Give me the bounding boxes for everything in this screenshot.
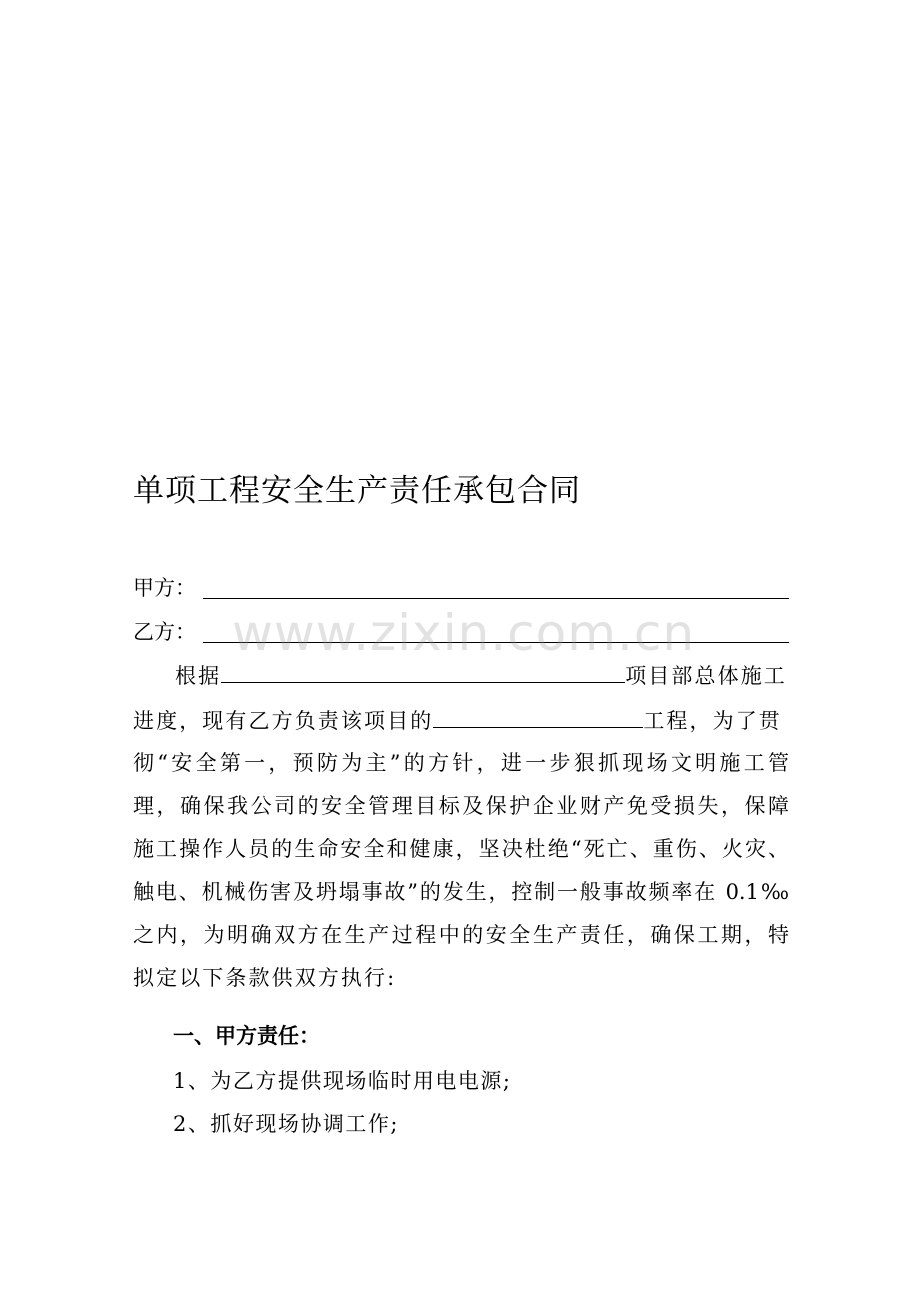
paragraph-line-5: 施工操作人员的生命安全和健康，坚决杜绝“死亡、重伤、火灾、 <box>133 837 789 861</box>
project-blank <box>221 660 625 683</box>
watermark: www.zixin.com.cn <box>232 604 696 662</box>
list-item: 2、抓好现场协调工作; <box>173 1112 399 1136</box>
party-b-label: 乙方： <box>133 620 196 644</box>
paragraph-line-8: 拟定以下条款供双方执行: <box>133 966 397 990</box>
party-a-blank <box>203 598 789 599</box>
paragraph-line-1 <box>133 660 789 690</box>
list-item: 1、为乙方提供现场临时用电电源; <box>173 1069 512 1093</box>
paragraph-line-2 <box>133 705 789 735</box>
contract-title: 单项工程安全生产责任承包合同 <box>133 473 581 509</box>
line2-suffix: 工程，为了贯 <box>643 709 782 733</box>
line2-prefix: 进度，现有乙方负责该项目的 <box>133 709 434 733</box>
party-a-row <box>133 572 789 602</box>
paragraph-line-6: 触电、机械伤害及坍塌事故”的发生，控制一般事故频率在 0.1‰ <box>133 880 789 904</box>
line1-suffix: 项目部总体施工 <box>625 664 787 688</box>
paragraph-line-7: 之内，为明确双方在生产过程中的安全生产责任，确保工期，特 <box>133 923 789 947</box>
paragraph-line-4: 理，确保我公司的安全管理目标及保护企业财产免受损失，保障 <box>133 794 789 818</box>
line1-prefix: 根据 <box>175 664 222 688</box>
work-blank <box>433 705 643 728</box>
section-heading-party-a: 一、甲方责任： <box>173 1024 320 1048</box>
paragraph-line-3: 彻“安全第一，预防为主”的方针，进一步狠抓现场文明施工管 <box>133 751 789 775</box>
party-a-label: 甲方： <box>133 576 196 600</box>
